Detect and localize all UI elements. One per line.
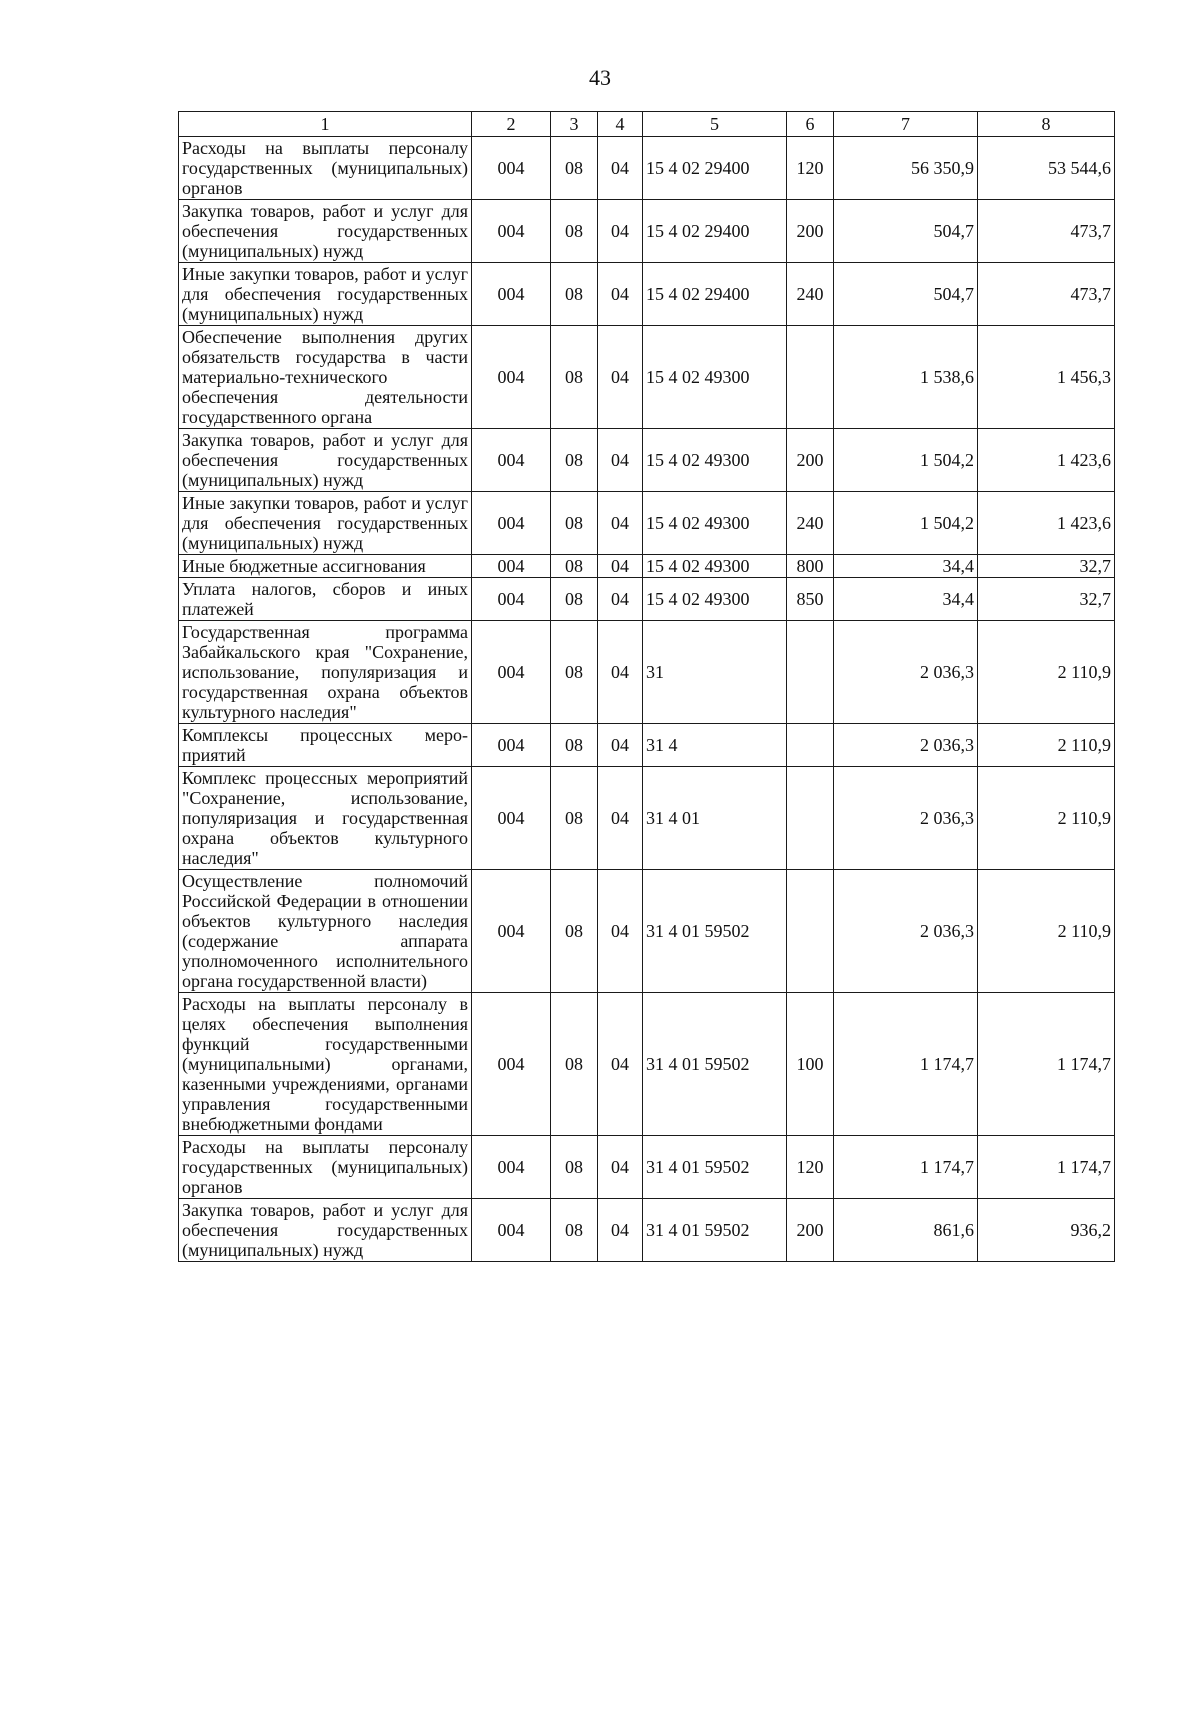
item-name-cell: Расходы на выплаты персоналу государственных (муниципальных) органов — [179, 137, 472, 200]
section-code-cell: 08 — [551, 200, 598, 263]
amount-col7-cell: 861,6 — [834, 1199, 978, 1262]
item-name-cell: Закупка товаров, работ и услуг для обеспечения государственных (муниципальных) нужд — [179, 1199, 472, 1262]
subsection-code-cell: 04 — [598, 492, 643, 555]
item-name-cell: Иные бюджетные ассигнования — [179, 555, 472, 578]
amount-col7-cell: 504,7 — [834, 263, 978, 326]
amount-col7-cell: 34,4 — [834, 578, 978, 621]
table-row — [179, 429, 1115, 492]
table-row — [179, 1199, 1115, 1262]
expense-type-cell: 200 — [787, 200, 834, 263]
ministry-code-cell: 004 — [472, 1136, 551, 1199]
header-row — [179, 112, 1115, 137]
ministry-code-cell: 004 — [472, 263, 551, 326]
target-article-cell: 31 — [643, 621, 787, 724]
table-row — [179, 263, 1115, 326]
header-cell-1: 1 — [179, 112, 472, 137]
target-article-cell: 31 4 01 59502 — [643, 993, 787, 1136]
amount-col7-cell: 2 036,3 — [834, 724, 978, 767]
subsection-code-cell: 04 — [598, 137, 643, 200]
expense-type-cell — [787, 767, 834, 870]
amount-col8-cell: 32,7 — [978, 578, 1115, 621]
amount-col7-cell: 1 504,2 — [834, 492, 978, 555]
amount-col8-cell: 2 110,9 — [978, 767, 1115, 870]
expense-type-cell — [787, 870, 834, 993]
amount-col7-cell: 2 036,3 — [834, 621, 978, 724]
ministry-code-cell: 004 — [472, 429, 551, 492]
amount-col8-cell: 1 174,7 — [978, 1136, 1115, 1199]
header-cell-6: 6 — [787, 112, 834, 137]
section-code-cell: 08 — [551, 621, 598, 724]
section-code-cell: 08 — [551, 578, 598, 621]
table-row — [179, 326, 1115, 429]
table-row — [179, 870, 1115, 993]
item-name-cell: Расходы на выплаты персоналу государственных (муниципальных) органов — [179, 1136, 472, 1199]
subsection-code-cell: 04 — [598, 200, 643, 263]
header-cell-4: 4 — [598, 112, 643, 137]
header-cell-2: 2 — [472, 112, 551, 137]
ministry-code-cell: 004 — [472, 200, 551, 263]
expense-type-cell: 120 — [787, 1136, 834, 1199]
target-article-cell: 15 4 02 49300 — [643, 578, 787, 621]
item-name-cell: Государственная программа Забайкальского края "Сохранение, использование, популяризация и государственная охрана объектов культурного наследия" — [179, 621, 472, 724]
target-article-cell: 31 4 01 59502 — [643, 1136, 787, 1199]
subsection-code-cell: 04 — [598, 1199, 643, 1262]
table-row — [179, 492, 1115, 555]
subsection-code-cell: 04 — [598, 870, 643, 993]
item-name-cell: Комплексы процессных мероприятий — [179, 724, 472, 767]
subsection-code-cell: 04 — [598, 429, 643, 492]
amount-col7-cell: 56 350,9 — [834, 137, 978, 200]
header-cell-5: 5 — [643, 112, 787, 137]
table-row — [179, 555, 1115, 578]
ministry-code-cell: 004 — [472, 993, 551, 1136]
expense-type-cell — [787, 326, 834, 429]
target-article-cell: 15 4 02 29400 — [643, 200, 787, 263]
expense-type-cell: 200 — [787, 1199, 834, 1262]
item-name-cell: Закупка товаров, работ и услуг для обеспечения государственных (муниципальных) нужд — [179, 200, 472, 263]
subsection-code-cell: 04 — [598, 621, 643, 724]
target-article-cell: 31 4 — [643, 724, 787, 767]
target-article-cell: 31 4 01 59502 — [643, 1199, 787, 1262]
ministry-code-cell: 004 — [472, 724, 551, 767]
table-row — [179, 993, 1115, 1136]
expense-type-cell: 850 — [787, 578, 834, 621]
amount-col7-cell: 1 538,6 — [834, 326, 978, 429]
target-article-cell: 15 4 02 29400 — [643, 137, 787, 200]
subsection-code-cell: 04 — [598, 724, 643, 767]
target-article-cell: 15 4 02 49300 — [643, 429, 787, 492]
amount-col7-cell: 1 174,7 — [834, 1136, 978, 1199]
amount-col8-cell: 936,2 — [978, 1199, 1115, 1262]
header-cell-7: 7 — [834, 112, 978, 137]
item-name-cell: Иные закупки товаров, работ и услуг для обеспечения государственных (муниципальных) нужд — [179, 263, 472, 326]
target-article-cell: 31 4 01 59502 — [643, 870, 787, 993]
table-row — [179, 1136, 1115, 1199]
section-code-cell: 08 — [551, 137, 598, 200]
target-article-cell: 15 4 02 49300 — [643, 492, 787, 555]
ministry-code-cell: 004 — [472, 137, 551, 200]
expense-type-cell: 800 — [787, 555, 834, 578]
amount-col7-cell: 1 174,7 — [834, 993, 978, 1136]
section-code-cell: 08 — [551, 492, 598, 555]
table-row — [179, 200, 1115, 263]
section-code-cell: 08 — [551, 870, 598, 993]
item-name-cell: Осуществление полномочий Российской Федерации в отношении объектов культурного наследия (содержание аппарата уполномоченного исполнительного органа государственной власти) — [179, 870, 472, 993]
amount-col8-cell: 1 174,7 — [978, 993, 1115, 1136]
table-header — [179, 112, 1115, 137]
expense-type-cell: 200 — [787, 429, 834, 492]
subsection-code-cell: 04 — [598, 263, 643, 326]
amount-col8-cell: 473,7 — [978, 200, 1115, 263]
subsection-code-cell: 04 — [598, 767, 643, 870]
section-code-cell: 08 — [551, 1199, 598, 1262]
expense-type-cell: 120 — [787, 137, 834, 200]
expense-type-cell — [787, 724, 834, 767]
amount-col8-cell: 473,7 — [978, 263, 1115, 326]
table-row — [179, 621, 1115, 724]
ministry-code-cell: 004 — [472, 492, 551, 555]
expense-type-cell — [787, 621, 834, 724]
amount-col7-cell: 2 036,3 — [834, 767, 978, 870]
amount-col7-cell: 504,7 — [834, 200, 978, 263]
section-code-cell: 08 — [551, 1136, 598, 1199]
section-code-cell: 08 — [551, 993, 598, 1136]
item-name-cell: Комплекс процессных мероприятий "Сохранение, использование, популяризация и государственная охрана объектов культурного наследия" — [179, 767, 472, 870]
amount-col7-cell: 1 504,2 — [834, 429, 978, 492]
ministry-code-cell: 004 — [472, 578, 551, 621]
subsection-code-cell: 04 — [598, 1136, 643, 1199]
table-row — [179, 137, 1115, 200]
table-row — [179, 578, 1115, 621]
section-code-cell: 08 — [551, 326, 598, 429]
ministry-code-cell: 004 — [472, 1199, 551, 1262]
table-body — [179, 137, 1115, 1262]
table-row — [179, 767, 1115, 870]
item-name-cell: Уплата налогов, сборов и иных платежей — [179, 578, 472, 621]
subsection-code-cell: 04 — [598, 555, 643, 578]
budget-table — [178, 111, 1115, 1262]
ministry-code-cell: 004 — [472, 555, 551, 578]
subsection-code-cell: 04 — [598, 993, 643, 1136]
expense-type-cell: 240 — [787, 492, 834, 555]
amount-col8-cell: 1 423,6 — [978, 429, 1115, 492]
page-number: 43 — [589, 65, 611, 90]
target-article-cell: 15 4 02 29400 — [643, 263, 787, 326]
ministry-code-cell: 004 — [472, 326, 551, 429]
item-name-cell: Обеспечение выполнения других обязательств государства в части материально-технического обеспечения деятельности государственного органа — [179, 326, 472, 429]
amount-col8-cell: 53 544,6 — [978, 137, 1115, 200]
section-code-cell: 08 — [551, 724, 598, 767]
amount-col8-cell: 2 110,9 — [978, 621, 1115, 724]
item-name-cell: Расходы на выплаты персоналу в целях обеспечения выполнения функций государственными (муниципальными) органами, казенными учреждениями, органами управления государственными внебюджетными фондами — [179, 993, 472, 1136]
amount-col7-cell: 34,4 — [834, 555, 978, 578]
section-code-cell: 08 — [551, 767, 598, 870]
ministry-code-cell: 004 — [472, 767, 551, 870]
amount-col8-cell: 2 110,9 — [978, 724, 1115, 767]
table-row — [179, 724, 1115, 767]
header-cell-8: 8 — [978, 112, 1115, 137]
subsection-code-cell: 04 — [598, 326, 643, 429]
section-code-cell: 08 — [551, 429, 598, 492]
ministry-code-cell: 004 — [472, 870, 551, 993]
ministry-code-cell: 004 — [472, 621, 551, 724]
expense-type-cell: 100 — [787, 993, 834, 1136]
section-code-cell: 08 — [551, 263, 598, 326]
expense-type-cell: 240 — [787, 263, 834, 326]
amount-col8-cell: 32,7 — [978, 555, 1115, 578]
section-code-cell: 08 — [551, 555, 598, 578]
amount-col7-cell: 2 036,3 — [834, 870, 978, 993]
target-article-cell: 15 4 02 49300 — [643, 326, 787, 429]
header-cell-3: 3 — [551, 112, 598, 137]
amount-col8-cell: 1 456,3 — [978, 326, 1115, 429]
amount-col8-cell: 1 423,6 — [978, 492, 1115, 555]
target-article-cell: 15 4 02 49300 — [643, 555, 787, 578]
item-name-cell: Закупка товаров, работ и услуг для обеспечения государственных (муниципальных) нужд — [179, 429, 472, 492]
amount-col8-cell: 2 110,9 — [978, 870, 1115, 993]
item-name-cell: Иные закупки товаров, работ и услуг для обеспечения государственных (муниципальных) нужд — [179, 492, 472, 555]
subsection-code-cell: 04 — [598, 578, 643, 621]
target-article-cell: 31 4 01 — [643, 767, 787, 870]
